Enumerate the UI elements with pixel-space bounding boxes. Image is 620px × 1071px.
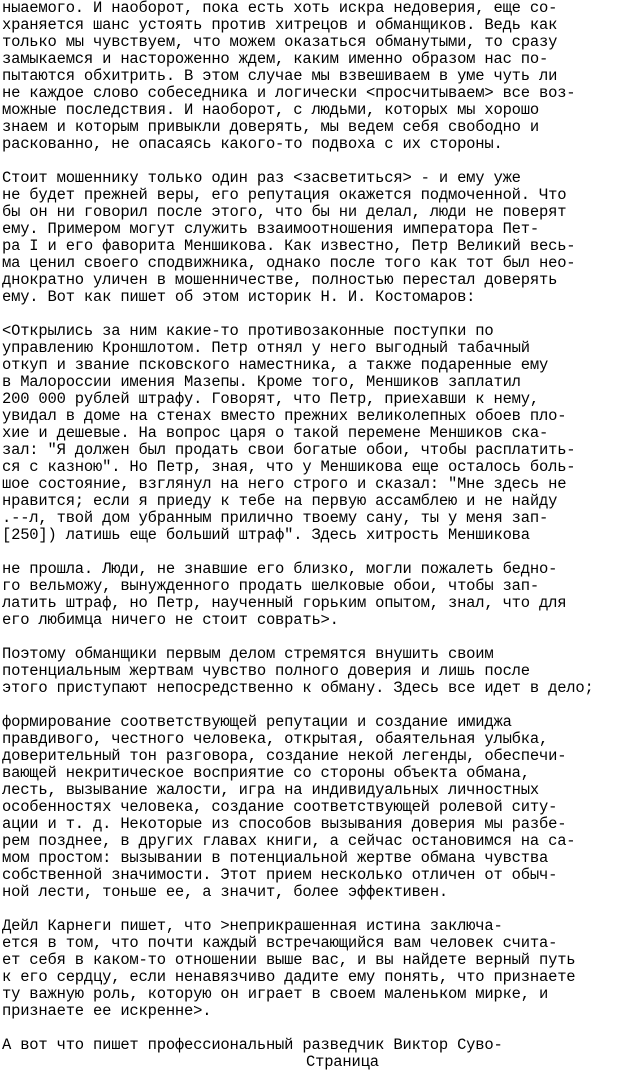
text-line: к его сердцу, если ненавязчиво дадите ему понять, что признаете xyxy=(2,968,576,986)
paragraph-gap xyxy=(0,544,620,561)
text-line: не каждое слово собеседника и логически <просчитываем> все воз- xyxy=(2,84,576,102)
text-line: 200 000 рублей штрафу. Говорят, что Петр, приехавши к нему, xyxy=(2,390,539,408)
text-line: зал: "Я должен был продать свои богатые обои, чтобы расплатить- xyxy=(2,441,576,459)
text-line: пытаются обхитрить. В этом случае мы взвешиваем в уме чуть ли xyxy=(2,67,558,85)
text-line: формирование соответствующей репутации и создание имиджа xyxy=(2,713,512,731)
text-line: собственной значимости. Этот прием несколько отличен от обыч- xyxy=(2,866,558,884)
text-line: ныаемого. И наоборот, пока есть хоть искра недоверия, еще со- xyxy=(2,0,558,17)
text-line: латить штраф, но Петр, наученный горьким опытом, знал, что для xyxy=(2,594,567,612)
paragraph-gap xyxy=(0,901,620,918)
text-line: правдивого, честного человека, открытая, обаятельная улыбка, xyxy=(2,730,549,748)
paragraph xyxy=(2,714,620,901)
text-line: только мы чувствуем, что можем оказаться обманутыми, то сразу xyxy=(2,33,558,51)
paragraph xyxy=(2,323,620,544)
text-line: управлению Кроншлотом. Петр отнял у него выгодный табачный xyxy=(2,339,530,357)
text-line: бы он ни говорил после этого, что бы ни делал, люди не поверят xyxy=(2,203,567,221)
text-line: Дейл Карнеги пишет, что >неприкрашенная истина заключа- xyxy=(2,917,503,935)
text-line: А вот что пишет профессиональный разведчик Виктор Суво- xyxy=(2,1036,503,1054)
text-line: ра I и его фаворита Меншикова. Как известно, Петр Великий весь- xyxy=(2,237,576,255)
text-line: днократно уличен в мошенничестве, полностью перестал доверять xyxy=(2,271,558,289)
paragraph-gap xyxy=(0,153,620,170)
text-line: лесть, вызывание жалости, игра на индивидуальных личностных xyxy=(2,781,539,799)
text-line: замыкаемся и настороженно ждем, каким именно образом нас по- xyxy=(2,50,549,68)
text-line: .--л, твой дом убранным прилично твоему сану, ты у меня зап- xyxy=(2,509,549,527)
text-line: [250]) латишь еще больший штраф". Здесь хитрость Меншикова xyxy=(2,526,530,544)
text-line: откуп и звание псковского наместника, а также подаренные ему xyxy=(2,356,549,374)
text-line: шое состояние, взглянул на него строго и сказал: "Мне здесь не xyxy=(2,475,567,493)
text-line: можные последствия. И наоборот, с людьми, которых мы хорошо xyxy=(2,101,539,119)
text-line: этого приступают непосредственно к обману. Здесь все идет в дело; xyxy=(2,679,594,697)
text-line: признаете ее искренне>. xyxy=(2,1002,212,1020)
paragraph xyxy=(2,561,620,629)
text-line: ной лести, тоньше ее, а значит, более эффективен. xyxy=(2,883,448,901)
paragraph-gap xyxy=(0,306,620,323)
paragraph xyxy=(2,918,620,1020)
text-line: <Открылись за ним какие-то противозаконные поступки по xyxy=(2,322,494,340)
text-line: храняется шанс устоять против хитрецов и обманщиков. Ведь как xyxy=(2,16,558,34)
text-line: вающей некритическое восприятие со стороны объекта обмана, xyxy=(2,764,530,782)
paragraph-gap xyxy=(0,1020,620,1037)
text-line: в Малороссии имения Мазепы. Кроме того, Меншиков заплатил xyxy=(2,373,521,391)
text-line: рем позднее, в других главах книги, а сейчас остановимся на са- xyxy=(2,832,576,850)
text-line: ма ценил своего сподвижника, однако после того как тот был нео- xyxy=(2,254,576,272)
text-line: не будет прежней веры, его репутация окажется подмоченной. Что xyxy=(2,186,567,204)
text-line: раскованно, не опасаясь какого-то подвоха с их стороны. xyxy=(2,135,503,153)
paragraph-gap xyxy=(0,629,620,646)
text-line: ему. Примером могут служить взаимоотношения императора Пет- xyxy=(2,220,539,238)
text-line: ему. Вот как пишет об этом историк Н. И. Костомаров: xyxy=(2,288,476,306)
text-line: ется в том, что почти каждый встречающийся вам человек счита- xyxy=(2,934,558,952)
text-line: ся с казною". Но Петр, зная, что у Меншикова еще осталось боль- xyxy=(2,458,576,476)
text-line: ет себя в каком-то отношении выше вас, и вы найдете верный путь xyxy=(2,951,576,969)
text-line: ту важную роль, которую он играет в своем маленьком мирке, и xyxy=(2,985,549,1003)
text-line: мом простом: вызывании в потенциальной жертве обмана чувства xyxy=(2,849,549,867)
text-line: знаем и которым привыкли доверять, мы ведем себя свободно и xyxy=(2,118,539,136)
text-line: его любимца ничего не стоит соврать>. xyxy=(2,611,339,629)
text-line: потенциальным жертвам чувство полного доверия и лишь после xyxy=(2,662,530,680)
text-line: Стоит мошеннику только один раз <засветиться> - и ему уже xyxy=(2,169,521,187)
text-line: хие и дешевые. На вопрос царя о такой перемене Меншиков ска- xyxy=(2,424,549,442)
text-line: увидал в доме на стенах вместо прежних великолепных обоев пло- xyxy=(2,407,567,425)
text-line: Поэтому обманщики первым делом стремятся внушить своим xyxy=(2,645,494,663)
text-line: нравится; если я приеду к тебе на первую ассамблею и не найду xyxy=(2,492,558,510)
text-line: ации и т. д. Некоторые из способов вызывания доверия мы разбе- xyxy=(2,815,567,833)
paragraph xyxy=(2,1037,620,1054)
paragraph xyxy=(2,646,620,697)
page-footer: Страница xyxy=(306,1053,379,1071)
paragraph-gap xyxy=(0,697,620,714)
text-line: доверительный тон разговора, создание некой легенды, обеспечи- xyxy=(2,747,567,765)
text-line: го вельможу, вынужденного продать шелковые обои, чтобы зап- xyxy=(2,577,539,595)
paragraph xyxy=(2,0,620,153)
text-line: особенностях человека, создание соответствующей ролевой ситу- xyxy=(2,798,558,816)
text-line: не прошла. Люди, не знавшие его близко, могли пожалеть бедно- xyxy=(2,560,558,578)
paragraph xyxy=(2,170,620,306)
